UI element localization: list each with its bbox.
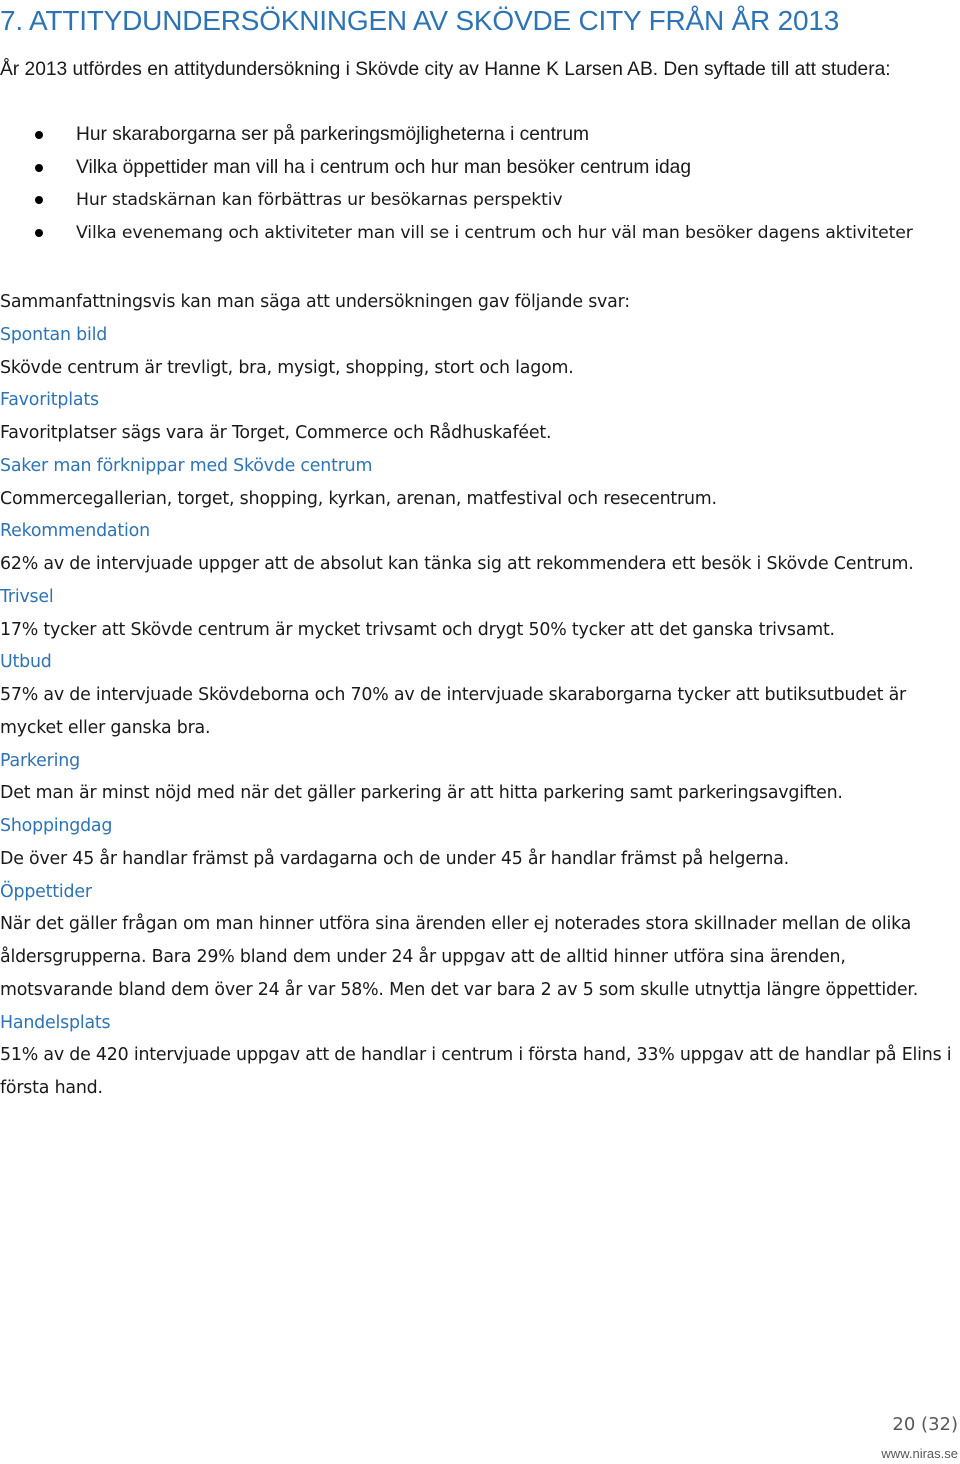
- page-number: 20 (32): [892, 1414, 958, 1435]
- list-item: [0, 217, 952, 250]
- section-text-utbud: 57% av de intervjuade Skövdeborna och 70% av de intervjuade skaraborgarna tycker att butiksutbudet är mycket eller ganska bra.: [0, 685, 906, 738]
- section-text-forknippar: Commercegallerian, torget, shopping, kyrkan, arenan, matfestival och resecentrum.: [0, 488, 717, 509]
- list-item-text: Vilka evenemang och aktiviteter man vill se i centrum och hur väl man besöker dagens aktiviteter: [76, 223, 913, 244]
- bullet-icon: [35, 164, 43, 172]
- section-text-rekommendation: 62% av de intervjuade uppger att de absolut kan tänka sig att rekommendera ett besök i Skövde Centrum.: [0, 554, 914, 574]
- list-item: [0, 184, 952, 217]
- section-heading-rekommendation: Rekommendation: [0, 521, 150, 542]
- section-heading-forknippar: Saker man förknippar med Skövde centrum: [0, 455, 373, 476]
- section-heading-trivsel: Trivsel: [0, 586, 54, 607]
- findings-body: [0, 286, 960, 1105]
- page-title: 7. ATTITYDUNDERSÖKNINGEN AV SKÖVDE CITY FRÅN ÅR 2013: [0, 5, 840, 36]
- section-heading-parkering: Parkering: [0, 750, 80, 771]
- section-text-handelsplats: 51% av de 420 intervjuade uppgav att de handlar i centrum i första hand, 33% uppgav att de handlar på Elins i första hand.: [0, 1045, 952, 1098]
- list-item: [0, 119, 952, 152]
- section-heading-shoppingdag: Shoppingdag: [0, 816, 113, 836]
- section-text-trivsel: 17% tycker att Skövde centrum är mycket trivsamt och drygt 50% tycker att det ganska trivsamt.: [0, 619, 835, 640]
- section-text-shoppingdag: De över 45 år handlar främst på vardagarna och de under 45 år handlar främst på helgerna.: [0, 848, 789, 869]
- intro-paragraph: År 2013 utfördes en attitydundersökning i Skövde city av Hanne K Larsen AB. Den syftade till att studera:: [0, 59, 891, 80]
- bullet-icon: [35, 229, 43, 237]
- list-item-text: Hur skaraborgarna ser på parkeringsmöjligheterna i centrum: [76, 124, 589, 145]
- list-item: [0, 152, 952, 185]
- footer-url: www.niras.se: [881, 1446, 958, 1461]
- section-heading-utbud: Utbud: [0, 652, 52, 673]
- section-heading-favoritplats: Favoritplats: [0, 390, 99, 411]
- list-item-text: Hur stadskärnan kan förbättras ur besökarnas perspektiv: [76, 190, 563, 211]
- section-heading-oppettider: Öppettider: [0, 881, 92, 902]
- section-text-spontan-bild: Skövde centrum är trevligt, bra, mysigt, shopping, stort och lagom.: [0, 357, 574, 378]
- summary-intro: Sammanfattningsvis kan man säga att undersökningen gav följande svar:: [0, 292, 630, 312]
- section-text-oppettider: När det gäller frågan om man hinner utföra sina ärenden eller ej noterades stora skillnader mellan de olika åldersgrupperna. Bara 29% bland dem under 24 år uppgav att de alltid hinner utföra sina ärenden, motsvarande bland dem över 24 år var 58%. Men det var bara 2 av 5 som skulle utnyttja längre öppettider.: [0, 914, 919, 1000]
- purpose-list: [0, 119, 952, 250]
- section-text-parkering: Det man är minst nöjd med när det gäller parkering är att hitta parkering samt parkeringsavgiften.: [0, 783, 843, 804]
- section-heading-spontan-bild: Spontan bild: [0, 324, 108, 345]
- section-heading-handelsplats: Handelsplats: [0, 1012, 111, 1033]
- bullet-icon: [35, 196, 43, 204]
- section-text-favoritplats: Favoritplatser sägs vara är Torget, Commerce och Rådhuskaféet.: [0, 423, 552, 443]
- bullet-icon: [35, 131, 43, 139]
- list-item-text: Vilka öppettider man vill ha i centrum och hur man besöker centrum idag: [76, 156, 692, 178]
